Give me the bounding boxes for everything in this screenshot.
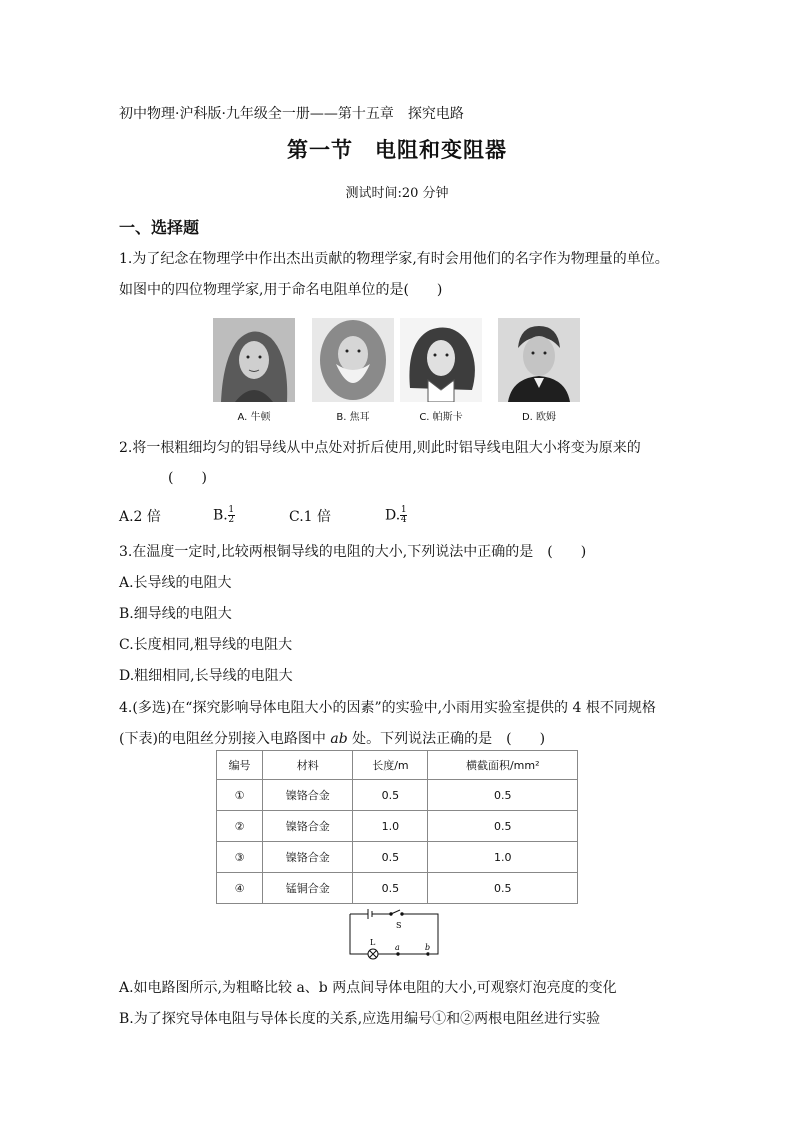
caption-c: C. 帕斯卡 [419, 412, 463, 423]
table-row [217, 873, 578, 904]
table-cell: ③ [217, 842, 263, 873]
q3-option-b: B.细导线的电阻大 [119, 606, 232, 622]
table-cell: 镍铬合金 [263, 811, 353, 842]
q3-option-d: D.粗细相同,长导线的电阻大 [119, 668, 293, 684]
q2-option-a: A.2 倍 [119, 509, 161, 525]
table-cell: ④ [217, 873, 263, 904]
table-cell: 镍铬合金 [263, 780, 353, 811]
table-cell: 0.5 [428, 811, 578, 842]
point-b-label: b [425, 943, 431, 952]
q2-stem-line1: 2.将一根粗细均匀的铝导线从中点处对折后使用,则此时铝导线电阻大小将变为原来的 [119, 440, 641, 456]
table-header: 材料 [263, 751, 353, 780]
q2-option-b: B. $\frac{1}{2}$ [213, 505, 235, 525]
table-row [217, 780, 578, 811]
circuit-diagram [348, 908, 440, 960]
table-row [217, 811, 578, 842]
table-header: 编号 [217, 751, 263, 780]
section-heading: 一、选择题 [119, 218, 200, 237]
switch-label: S [396, 921, 402, 930]
q2-option-c: C.1 倍 [289, 509, 332, 525]
q1-stem-line1: 1.为了纪念在物理学中作出杰出贡献的物理学家,有时会用他们的名字作为物理量的单位。 [119, 251, 669, 267]
table-cell: 镍铬合金 [263, 842, 353, 873]
page-title: 第一节 电阻和变阻器 [287, 137, 507, 162]
table-cell: 0.5 [353, 780, 428, 811]
chapter-breadcrumb: 初中物理·沪科版·九年级全一册——第十五章 探究电路 [119, 106, 464, 122]
q3-option-a: A.长导线的电阻大 [119, 575, 232, 591]
portrait-joule [312, 318, 394, 402]
caption-a: A. 牛顿 [237, 412, 271, 423]
table-cell: 1.0 [428, 842, 578, 873]
table-cell: ② [217, 811, 263, 842]
table-header-row [217, 751, 578, 780]
table-cell: 1.0 [353, 811, 428, 842]
portrait-newton [213, 318, 295, 402]
table-cell: 锰铜合金 [263, 873, 353, 904]
portrait-pascal [400, 318, 482, 402]
lamp-label: L [370, 938, 376, 947]
q2-answer-blank: ( ) [168, 470, 207, 486]
table-row [217, 842, 578, 873]
point-a-label: a [395, 943, 400, 952]
q4-stem-line1: 4.(多选)在“探究影响导体电阻大小的因素”的实验中,小雨用实验室提供的 4 根不同规格 [119, 700, 656, 716]
table-cell: ① [217, 780, 263, 811]
resistance-wire-table [216, 750, 578, 904]
test-time: 测试时间:20 分钟 [345, 186, 449, 201]
caption-d: D. 欧姆 [521, 412, 557, 423]
table-cell: 0.5 [353, 842, 428, 873]
q2-option-d: D. $\frac{1}{4}$ [385, 505, 407, 525]
caption-b: B. 焦耳 [336, 412, 370, 423]
q4-stem-line2: (下表)的电阻丝分别接入电路图中 ab 处。下列说法正确的是 ( ) [119, 731, 546, 747]
table-cell: 0.5 [428, 873, 578, 904]
table-header: 长度/m [353, 751, 428, 780]
q3-stem: 3.在温度一定时,比较两根铜导线的电阻的大小,下列说法中正确的是 ( ) [119, 544, 587, 560]
table-header: 横截面积/mm² [428, 751, 578, 780]
q4-option-b: B.为了探究导体电阻与导体长度的关系,应选用编号①和②两根电阻丝进行实验 [119, 1011, 601, 1027]
q4-option-a: A.如电路图所示,为粗略比较 a、b 两点间导体电阻的大小,可观察灯泡亮度的变化 [119, 980, 617, 996]
table-cell: 0.5 [353, 873, 428, 904]
portrait-ohm [498, 318, 580, 402]
q1-stem-line2: 如图中的四位物理学家,用于命名电阻单位的是( ) [119, 282, 443, 298]
q3-option-c: C.长度相同,粗导线的电阻大 [119, 637, 293, 653]
table-cell: 0.5 [428, 780, 578, 811]
